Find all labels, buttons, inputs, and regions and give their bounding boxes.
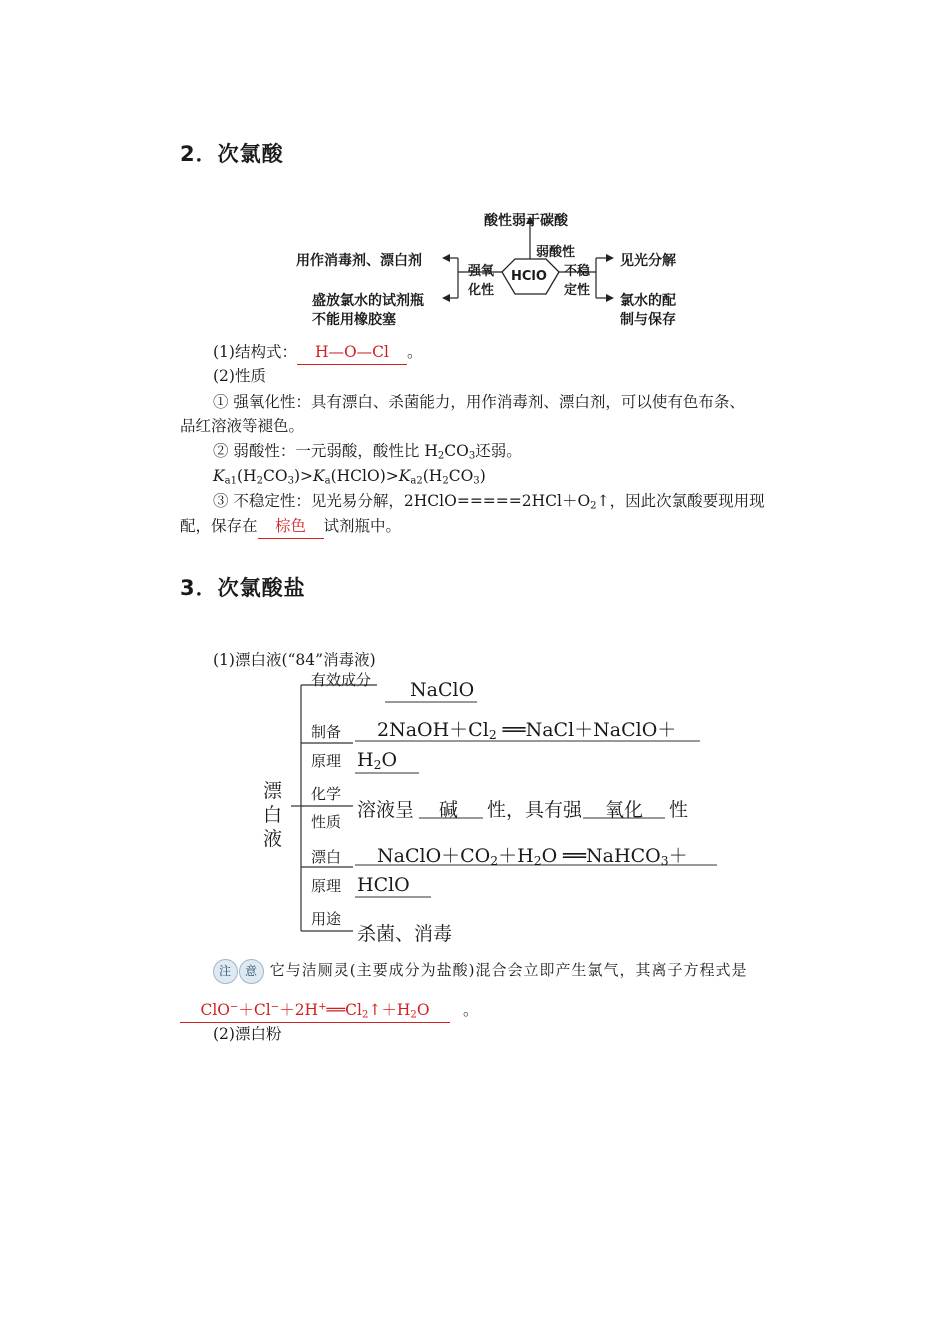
sub: 2 <box>256 475 263 487</box>
sup: − <box>229 1001 239 1013</box>
ionic-text: ══Cl <box>326 1001 362 1019</box>
sub: 2 <box>533 854 542 869</box>
properties-label: (2)性质 <box>213 367 266 385</box>
branch-active-value: NaClO <box>410 679 475 701</box>
property-3-pre: ③ 不稳定性：见光易分解，2HClO=====2HCl＋O <box>213 492 591 510</box>
branch-chem-text-1: 溶液呈 <box>357 799 415 821</box>
eq-text: NaClO＋CO <box>377 845 491 867</box>
ka-comparison <box>213 464 486 488</box>
ka-symbol: K <box>313 467 325 485</box>
eq-text: ＋H <box>498 845 534 867</box>
tree-root-char: 漂 <box>263 780 283 802</box>
diagram-left-out-2b: 不能用橡胶塞 <box>312 312 396 328</box>
branch-bleach-eq-2: HClO <box>357 874 410 896</box>
property-1a: ① 强氧化性：具有漂白、杀菌能力，用作消毒剂、漂白剂，可以使有色布条、 <box>213 393 745 411</box>
ka-symbol: K <box>398 467 411 485</box>
diagram-left-label-1: 强氧 <box>468 264 495 279</box>
ionic-text: ＋Cl <box>238 1001 271 1019</box>
sub: 3 <box>660 854 669 869</box>
sub: 2 <box>410 1009 417 1021</box>
tree-root <box>263 779 282 851</box>
bleach-liquid-intro: (1)漂白液(“84”消毒液) <box>213 651 376 669</box>
property-2-pre: ② 弱酸性：一元弱酸，酸性比 H <box>213 442 438 460</box>
branch-prep-eq-2 <box>357 749 397 771</box>
property-2-end: 还弱。 <box>475 442 522 460</box>
ka-text: (H <box>422 467 443 485</box>
diagram-left-out-2a: 盛放氯水的试剂瓶 <box>312 293 424 309</box>
sup: + <box>318 1001 327 1013</box>
branch-chem-text-3: 性 <box>669 799 689 821</box>
bleach-tree <box>255 665 725 950</box>
sub: 2 <box>590 500 597 512</box>
branch-chem-blank-1: 碱 <box>439 799 459 821</box>
ka-text: (H <box>237 467 257 485</box>
branch-use-label: 用途 <box>311 910 342 928</box>
diagram-left-out-1: 用作消毒剂、漂白剂 <box>296 253 422 269</box>
sub: 3 <box>287 475 294 487</box>
sub: 2 <box>373 758 382 773</box>
sub: 3 <box>468 450 476 462</box>
ka-text: )> <box>293 467 314 485</box>
ionic-text: ClO <box>200 1001 230 1019</box>
property-3b <box>180 514 401 539</box>
sub: 2 <box>490 854 499 869</box>
ka-text: (HClO)> <box>330 467 399 485</box>
sub: a1 <box>224 475 237 487</box>
diagram-top-arrow-label: 弱酸性 <box>536 245 576 260</box>
diagram-right-label-2: 定性 <box>564 283 591 298</box>
branch-chem-label-2: 性质 <box>311 813 342 831</box>
ionic-end: 。 <box>462 1001 479 1019</box>
property-1b: 品红溶液等褪色。 <box>180 417 305 435</box>
ka-text: CO <box>262 467 288 485</box>
branch-prep-label-2: 原理 <box>311 752 342 770</box>
property-3b-post: 试剂瓶中。 <box>323 517 402 535</box>
diagram-right-out-2b: 制与保存 <box>620 312 676 328</box>
note-text: 它与洁厕灵(主要成分为盐酸)混合会立即产生氯气，其离子方程式是 <box>269 961 748 979</box>
ionic-text: ＋2H <box>279 1001 319 1019</box>
eq-text: ＋ <box>668 845 688 867</box>
sub: 2 <box>362 1009 369 1021</box>
branch-prep-eq-1 <box>377 715 676 742</box>
sub: 3 <box>473 475 480 487</box>
ka-symbol: K <box>213 467 225 485</box>
branch-chem-blank-2: 氧化 <box>605 799 644 821</box>
eq-text: O ══NaHCO <box>541 845 661 867</box>
branch-bleach-label-1: 漂白 <box>311 848 342 866</box>
branch-chem-label-1: 化学 <box>311 785 342 803</box>
note-line <box>213 958 748 984</box>
property-2 <box>213 439 522 463</box>
ka-text: CO <box>448 467 474 485</box>
diagram-right-out-2a: 氯水的配 <box>620 293 676 309</box>
ionic-text: O <box>416 1001 430 1019</box>
diagram-top-text: 酸性弱于碳酸 <box>484 213 568 229</box>
sub: a <box>324 475 331 487</box>
diagram-right-out-1: 见光分解 <box>620 253 676 269</box>
eq-text: H <box>357 749 374 771</box>
structure-answer: H—O—Cl <box>297 340 407 365</box>
eq-text: O <box>381 749 398 771</box>
section-title-hypochlorite: 3．次氯酸盐 <box>180 576 306 600</box>
ionic-equation-line <box>180 998 478 1023</box>
ionic-text: ↑＋H <box>368 1001 411 1019</box>
property-3b-pre: 配，保存在 <box>180 517 258 535</box>
branch-bleach-eq-1 <box>377 841 688 868</box>
tree-root-char: 液 <box>263 828 283 850</box>
diagram-right-label-1: 不稳 <box>564 264 591 279</box>
hclo-diagram <box>290 200 710 335</box>
bleach-powder-label: (2)漂白粉 <box>213 1025 282 1043</box>
branch-bleach-label-2: 原理 <box>311 877 342 895</box>
sub: 2 <box>442 475 449 487</box>
structure-line <box>213 340 422 365</box>
property-3-post: ↑，因此次氯酸要现用现 <box>596 492 765 510</box>
structure-label: (1)结构式： <box>213 343 297 361</box>
branch-use-value: 杀菌、消毒 <box>357 923 453 945</box>
eq-text: 2NaOH＋Cl <box>377 719 489 741</box>
branch-chem-text-2: 性，具有强 <box>487 799 583 821</box>
tree-root-char: 白 <box>263 804 283 826</box>
note-badge-icon: 意 <box>239 959 264 984</box>
ionic-equation-answer <box>180 998 450 1023</box>
branch-active-label: 有效成分 <box>311 671 372 689</box>
sub: a2 <box>410 475 423 487</box>
property-3a <box>213 489 765 513</box>
branch-prep-label-1: 制备 <box>311 723 342 741</box>
property-3b-answer: 棕色 <box>258 514 324 539</box>
diagram-left-label-2: 化性 <box>468 283 495 298</box>
ka-text: ) <box>479 467 486 485</box>
property-2-mid: CO <box>444 442 469 460</box>
structure-end: 。 <box>406 343 423 361</box>
sup: − <box>270 1001 280 1013</box>
note-badge-icon: 注 <box>213 959 238 984</box>
section-title-hclo: 2．次氯酸 <box>180 142 284 166</box>
eq-text: ══NaCl＋NaClO＋ <box>496 719 677 741</box>
sub: 2 <box>437 450 445 462</box>
diagram-center-hclo: HClO <box>511 269 547 284</box>
sub: 2 <box>488 728 497 743</box>
